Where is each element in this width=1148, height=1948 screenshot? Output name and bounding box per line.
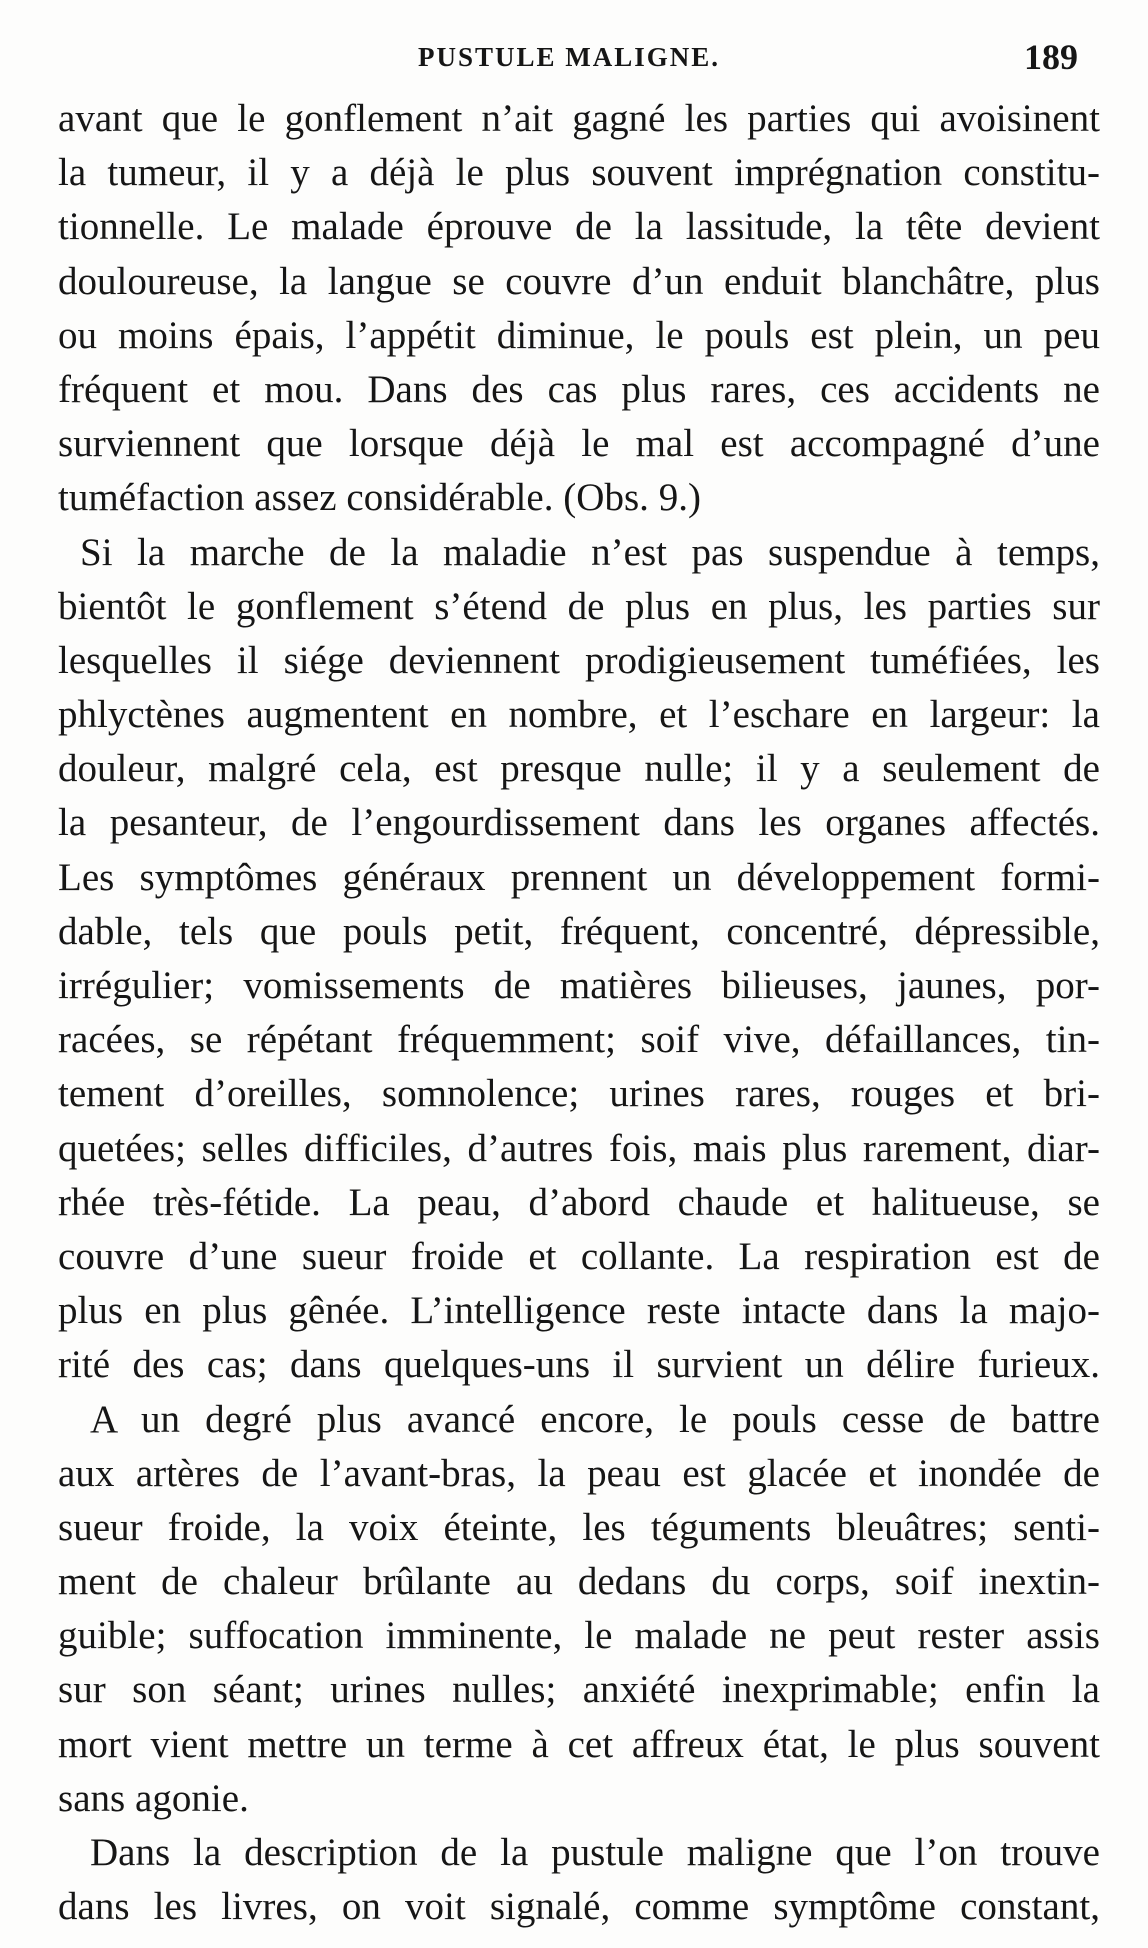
text-line: mort vient mettre un terme à cet affreux état, le plus souvent <box>58 1722 1100 1766</box>
body-text <box>58 92 1100 1934</box>
paragraph-start-line: Dans la description de la pustule maligne que l’on trouve <box>90 1831 1100 1874</box>
text-line: dans les livres, on voit signalé, comme symptôme constant, <box>58 1885 1100 1929</box>
text-line: aux artères de l’avant-bras, la peau est glacée et inondée de <box>58 1451 1100 1495</box>
text-line: lesquelles il siége deviennent prodigieusement tuméfiées, les <box>58 638 1100 682</box>
text-line: rhée très-fétide. La peau, d’abord chaude et halitueuse, se <box>58 1180 1100 1224</box>
running-title: PUSTULE MALIGNE. <box>418 42 721 72</box>
paragraph-end-line: tuméfaction assez considérable. (Obs. 9.) <box>58 476 702 520</box>
running-header <box>58 32 1106 84</box>
text-line: ment de chaleur brûlante au dedans du corps, soif inextin- <box>58 1560 1100 1604</box>
text-line: quetées; selles difficiles, d’autres fois, mais plus rarement, diar- <box>58 1126 1100 1170</box>
text-line: surviennent que lorsque déjà le mal est accompagné d’une <box>58 422 1100 466</box>
text-line: avant que le gonflement n’ait gagné les parties qui avoisinent <box>58 97 1100 140</box>
text-line: douloureuse, la langue se couvre d’un enduit blanchâtre, plus <box>58 259 1100 303</box>
text-line: sueur froide, la voix éteinte, les téguments bleuâtres; senti- <box>58 1505 1100 1549</box>
text-line: la pesanteur, de l’engourdissement dans les organes affectés. <box>58 801 1100 845</box>
paragraph-start-line: A un degré plus avancé encore, le pouls cesse de battre <box>90 1397 1100 1441</box>
paragraph-end-line: rité des cas; dans quelques-uns il survient un délire furieux. <box>58 1343 1100 1387</box>
text-line: irrégulier; vomissements de matières bilieuses, jaunes, por- <box>58 964 1100 1007</box>
text-line: tement d’oreilles, somnolence; urines rares, rouges et bri- <box>58 1072 1100 1116</box>
text-line: ou moins épais, l’appétit diminue, le pouls est plein, un peu <box>58 313 1100 357</box>
text-line: guible; suffocation imminente, le malade ne peut rester assis <box>58 1614 1100 1658</box>
text-line: tionnelle. Le malade éprouve de la lassitude, la tête devient <box>58 205 1100 249</box>
text-line: bientôt le gonflement s’étend de plus en plus, les parties sur <box>58 584 1100 628</box>
text-line: racées, se répétant fréquemment; soif vive, défaillances, tin- <box>58 1018 1100 1062</box>
text-line: Les symptômes généraux prennent un développement formi- <box>58 855 1100 899</box>
text-line: douleur, malgré cela, est presque nulle; il y a seulement de <box>58 747 1100 791</box>
page-number: 189 <box>1024 37 1078 77</box>
text-line: sur son séant; urines nulles; anxiété inexprimable; enfin la <box>58 1668 1100 1712</box>
text-line: fréquent et mou. Dans des cas plus rares, ces accidents ne <box>58 367 1100 411</box>
text-line: la tumeur, il y a déjà le plus souvent imprégnation constitu- <box>58 151 1100 195</box>
text-line: phlyctènes augmentent en nombre, et l’eschare en largeur: la <box>58 693 1100 737</box>
text-line: dable, tels que pouls petit, fréquent, concentré, dépressible, <box>58 909 1100 953</box>
paragraph-start-line: Si la marche de la maladie n’est pas suspendue à temps, <box>80 530 1100 574</box>
text-line: couvre d’une sueur froide et collante. La respiration est de <box>58 1234 1100 1278</box>
text-line: plus en plus gênée. L’intelligence reste intacte dans la majo- <box>58 1289 1100 1333</box>
paragraph-end-line: sans agonie. <box>58 1776 249 1820</box>
